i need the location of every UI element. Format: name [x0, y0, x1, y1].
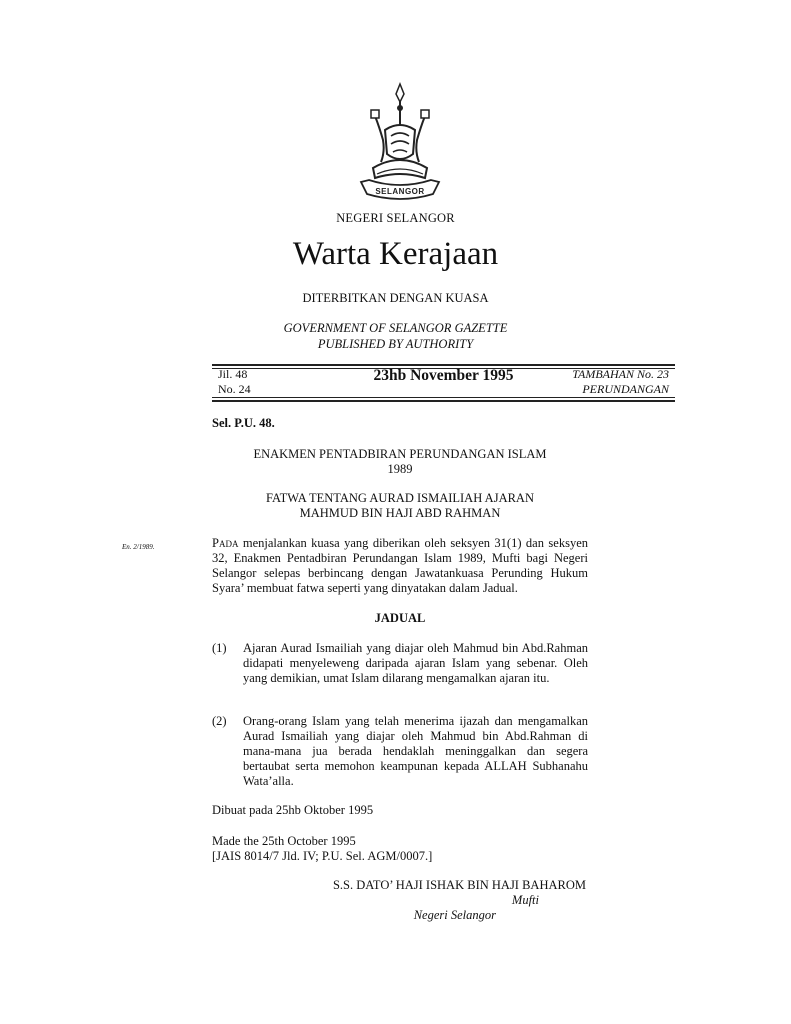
top-double-rule — [212, 364, 675, 366]
signatory-state: Negeri Selangor — [413, 908, 496, 922]
reference-number: Sel. P.U. 48. — [212, 416, 275, 430]
schedule-heading: JADUAL — [374, 611, 426, 625]
schedule-item — [212, 714, 588, 789]
state-name: NEGERI SELANGOR — [336, 211, 455, 225]
signature-block — [333, 878, 586, 923]
english-subtitle — [0, 320, 791, 352]
category: PERUNDANGAN — [582, 382, 669, 396]
enactment-heading — [212, 447, 588, 477]
issued-by-line: DITERBITKAN DENGAN KUASA — [302, 291, 489, 305]
supplement-block — [572, 367, 669, 397]
issue-number: No. 24 — [218, 382, 251, 396]
svg-text:SELANGOR: SELANGOR — [375, 187, 425, 196]
made-date-malay: Dibuat pada 25hb Oktober 1995 — [212, 803, 374, 817]
english-subtitle-line1: GOVERNMENT OF SELANGOR GAZETTE — [283, 321, 508, 335]
side-note: En. 2/1989. — [122, 543, 155, 551]
schedule-item-number: (2) — [212, 714, 227, 728]
enactment-heading-line2: 1989 — [387, 462, 413, 476]
bottom-double-rule-thin — [212, 397, 675, 398]
selangor-crest-logo — [355, 82, 445, 210]
gazette-title: Warta Kerajaan — [292, 236, 499, 272]
fatwa-heading-line2: MAHMUD BIN HAJI ABD RAHMAN — [299, 506, 501, 520]
fatwa-heading-line1: FATWA TENTANG AURAD ISMAILIAH AJARAN — [266, 491, 534, 505]
preamble-paragraph — [212, 536, 588, 596]
bottom-double-rule — [212, 400, 675, 402]
preamble-lead: Pada — [212, 536, 239, 550]
signatory-title: Mufti — [511, 893, 539, 907]
supplement-number: TAMBAHAN No. 23 — [572, 367, 669, 381]
schedule-item-text: Ajaran Aurad Ismailiah yang diajar oleh Mahmud bin Abd.Rahman didapati menyeleweng daripada ajaran Islam yang sebenar. Oleh yang demikian, umat Islam dilarang mengamalkan ajaran itu. — [243, 641, 588, 685]
schedule-item — [212, 641, 588, 686]
made-date-english: Made the 25th October 1995 — [212, 834, 356, 848]
signatory-name: S.S. DATO’ HAJI ISHAK BIN HAJI BAHAROM — [332, 878, 586, 892]
volume: Jil. 48 — [218, 367, 248, 381]
preamble-text: menjalankan kuasa yang diberikan oleh seksyen 31(1) dan seksyen 32, Enakmen Pentadbiran Perundangan Islam 1989, Mufti bagi Negeri Selangor selepas berbincang dengan Jawatankuasa Perunding Hukum Syara’ membuat fatwa seperti yang dinyatakan dalam Jadual. — [212, 536, 588, 595]
issue-date: 23hb November 1995 — [373, 367, 514, 384]
file-reference: [JAIS 8014/7 Jld. IV; P.U. Sel. AGM/0007.] — [212, 849, 433, 863]
english-subtitle-line2: PUBLISHED BY AUTHORITY — [317, 337, 474, 351]
schedule-item-number: (1) — [212, 641, 227, 655]
schedule-item-text: Orang-orang Islam yang telah menerima ijazah dan mengamalkan Aurad Ismailiah yang diajar oleh Mahmud bin Abd.Rahman di mana-mana jua berada hendaklah meninggalkan dan segera bertaubat serta memohon keampunan kepada ALLAH Subhanahu Wata’alla. — [243, 714, 588, 788]
fatwa-heading — [212, 491, 588, 521]
enactment-heading-line1: ENAKMEN PENTADBIRAN PERUNDANGAN ISLAM — [253, 447, 547, 461]
